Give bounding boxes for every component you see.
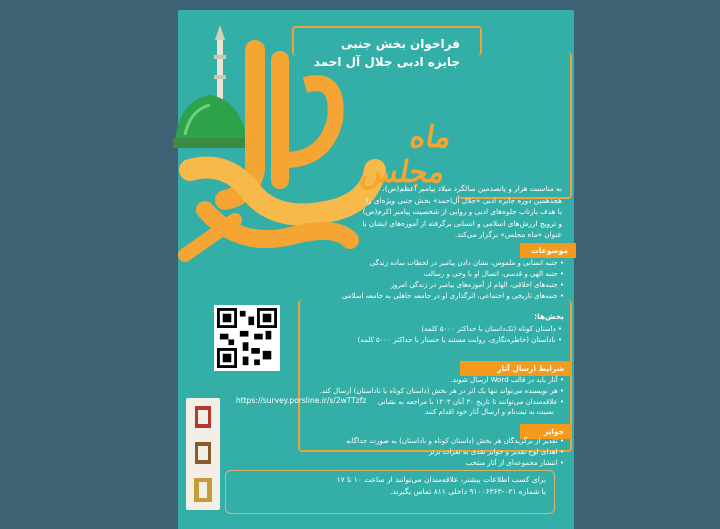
submission-header: شرایط ارسال آثار — [460, 361, 572, 376]
sponsor-logos — [186, 398, 220, 510]
decorative-border-right — [458, 52, 572, 199]
title-line-2: جایزه ادبی جلال آل احمد — [313, 55, 460, 69]
intro-line: با هدف بازتاب جلوه‌های ادبی و روایی از شخصیت پیامبر اکرم(ص) — [362, 207, 562, 216]
intro-line: عنوان «ماه مجلس» برگزار می‌کند. — [454, 230, 562, 239]
sections-header: بخش‌ها: — [534, 312, 564, 321]
green-dome-minaret-icon — [173, 25, 251, 148]
survey-link[interactable]: https://survey.porsline.ir/s/2wTTzfz — [236, 396, 367, 405]
prize-item: • انتشار مجموعه‌ای از آثار منتخب — [236, 458, 564, 469]
prizes-list — [236, 436, 564, 469]
prize-item: • اهدای لوح تقدیر و جوایز نقدی به نفرات برتر — [236, 447, 564, 458]
submission-item: • علاقه‌مندان می‌توانند تا تاریخ ۳۰ آبان ۱۴۰۴ با مراجعه به نشانی — [236, 397, 564, 408]
topic-item: • جنبه الهی و قدسی، اتصال او با وحی و رسالت — [300, 269, 564, 280]
sections-list — [300, 324, 562, 346]
topics-header: موضوعات — [520, 243, 576, 258]
intro-line: و ترویج ارزش‌های اسلامی و انسانی برگرفته از آموزه‌های ایشان با — [362, 218, 562, 228]
prize-item: • تقدیر از برگزیدگان هر بخش (داستان کوتاه و ناداستان) به صورت جداگانه — [236, 436, 564, 447]
submission-note: نسبت به ثبت‌نام و ارسال آثار خود اقدام کنند. — [423, 408, 554, 416]
topics-list — [300, 258, 564, 302]
prizes-header: جوایز — [520, 424, 572, 439]
topic-item: • جنبه‌های تاریخی و اجتماعی، اثرگذاری او در جامعه جاهلی به جامعه اسلامی — [300, 291, 564, 302]
submission-item: • آثار باید در قالب Word ارسال شوند. — [236, 375, 564, 386]
intro-line: هجدهمین دوره جایزه ادبی «جلال آل‌احمد» بخش جنبی ویژه‌ای را — [366, 195, 562, 205]
intro-text — [322, 183, 562, 241]
section-item: • داستان کوتاه (تک‌داستان با حداکثر ۵۰۰۰ کلمه) — [300, 324, 562, 335]
title-line-1: فراخوان بخش جنبی — [340, 37, 460, 51]
topic-item: • جنبه‌های اخلاقی، الهام از آموزه‌های پیامبر در زندگی امروز — [300, 280, 564, 291]
contact-line-1: برای کسب اطلاعات بیشتر، علاقه‌مندان می‌توانند از ساعت ۱۰ تا ۱۷ — [336, 475, 546, 484]
contact-info — [225, 470, 555, 514]
logo-icon — [186, 398, 220, 510]
qr-code-icon — [217, 308, 277, 368]
qr-code[interactable] — [214, 305, 280, 371]
section-item: • ناداستان (خاطره‌نگاری، روایت مستند یا جستار با حداکثر ۵۰۰۰ کلمه) — [300, 335, 562, 346]
intro-line: به مناسبت هزار و پانصدمین سالگرد میلاد پیامبر اعظم(ص)، — [382, 184, 562, 193]
mah-majles-title: ماه مجلس — [358, 120, 455, 190]
submission-item: • هر نویسنده می‌تواند تنها یک اثر در هر بخش (داستان کوتاه یا ناداستان) ارسال کند. — [236, 386, 564, 397]
contact-line-2: با شماره ۰۲۱-۹۱۰۰۶۳۶۳ داخلی ۸۱۱ تماس بگیرند. — [390, 487, 546, 496]
topic-item: • جنبه انسانی و ملموس، نشان دادن پیامبر در لحظات ساده زندگی — [300, 258, 564, 269]
